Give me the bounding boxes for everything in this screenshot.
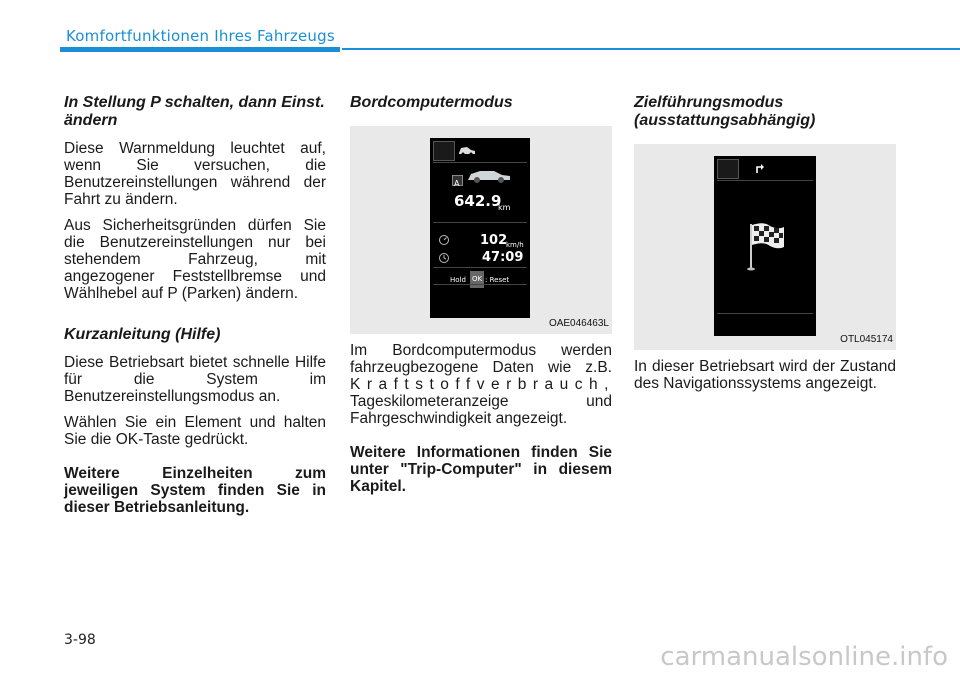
speed-unit: km/h [506,241,524,249]
column-left [64,94,326,525]
paragraph: Diese Warnmeldung leuchtet auf, wenn Sie versuchen, die Benutzereinstellungen während der Fahrt zu ändern. [64,140,326,208]
speed-value: 102 [480,233,508,248]
destination-flag-icon [746,220,786,272]
distance-unit: km [498,203,511,212]
watermark: carmanualsonline.info [660,642,948,672]
paragraph: Wählen Sie ein Element und halten Sie die OK-Taste gedrückt. [64,414,326,448]
divider [717,313,813,314]
page-number: 3-98 [64,632,96,648]
time-value: 47:09 [482,250,524,265]
cluster-screen [430,138,530,318]
car-icon [466,168,512,184]
heading-navigation: Zielführungsmodus (ausstattungsabhängig) [634,94,816,129]
paragraph: In dieser Betriebsart wird der Zustand des Navigationssystems angezeigt. [634,358,896,392]
column-middle [350,94,615,504]
mode-tab-icon [433,141,455,161]
divider [433,284,527,285]
turn-arrow-icon [754,162,766,174]
figure-navigation [634,144,896,350]
paragraph-text-spaced: Kraftstoffverbrauch, [350,376,615,393]
divider [433,267,527,268]
reset-label: : Reset [485,276,510,284]
trip-badge-label: A [454,179,460,188]
distance-value: 642.9 [454,192,502,210]
paragraph [350,342,615,427]
paragraph: Diese Betriebsart bietet schnelle Hilfe für die System im Benutzereinstellungsmodus an. [64,354,326,405]
figure-code: OAE046463L [548,318,609,329]
paragraph-note: Weitere Informationen finden Sie unter "Trip-Computer" in diesem Kapitel. [350,444,612,495]
figure-code: OTL045174 [840,334,893,345]
paragraph-text: Im Bordcomputermodus werden fahrzeugbezogene Daten wie z.B. [350,342,612,376]
paragraph-text: Tageskilometeranzeige und Fahrgeschwindigkeit angezeigt. [350,393,612,427]
mode-tab-icon [717,159,739,179]
header-rule [342,48,960,50]
header-accent-bar [60,47,340,52]
ok-key: OK [470,271,484,288]
heading-trip-computer: Bordcomputermodus [350,94,513,111]
heading-park-warning: In Stellung P schalten, dann Einst. ändern [64,94,325,129]
cluster-screen [714,156,816,336]
paragraph: Aus Sicherheitsgründen dürfen Sie die Benutzereinstellungen nur bei stehendem Fahrzeug, mit angezogener Feststellbremse und Wählhebel auf P (Parken) ändern. [64,217,326,302]
speedometer-icon [438,234,450,246]
header-title: Komfortfunktionen Ihres Fahrzeugs [66,27,335,45]
clock-icon [438,252,450,264]
divider [433,162,527,163]
divider [433,222,527,223]
column-right [634,94,896,401]
divider [717,180,813,181]
heading-quick-guide: Kurzanleitung (Hilfe) [64,326,221,343]
figure-trip-computer [350,126,612,334]
car-settings-icon [458,144,476,156]
paragraph-note: Weitere Einzelheiten zum jeweiligen System finden Sie in dieser Betriebsanleitung. [64,465,326,516]
trip-badge [452,175,463,186]
hold-label: Hold [450,276,466,284]
